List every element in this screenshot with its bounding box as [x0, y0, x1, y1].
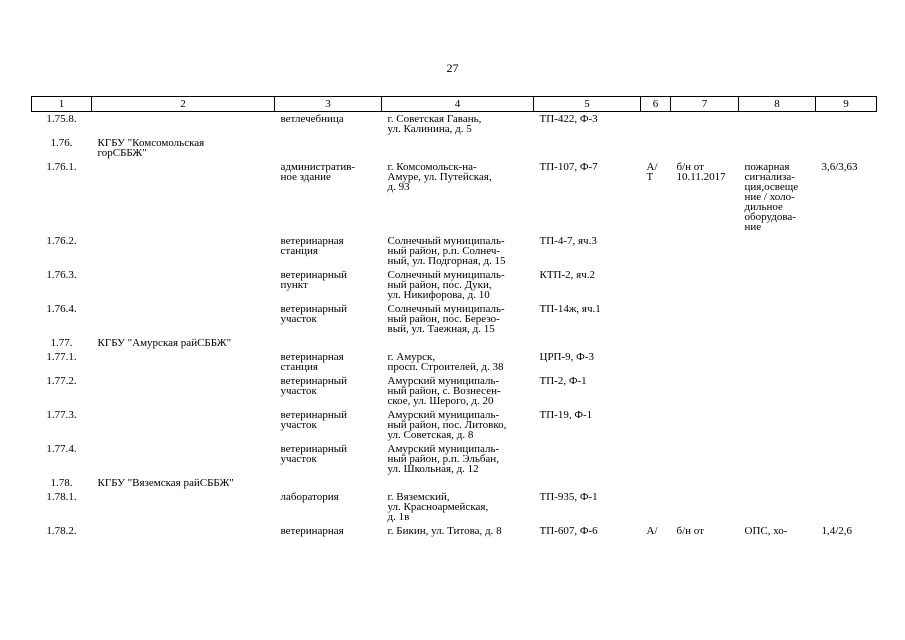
cell-row-number: 1.78.2. [46, 525, 77, 537]
cell-organization: КГБУ "Амурская райСББЖ" [97, 337, 232, 349]
column-header: 4 [382, 97, 534, 112]
cell-equipment: пожарная сигнализа- ция,освеще ние / холо- дильное оборудова- ние [744, 161, 799, 233]
cell-power-source: ТП-2, Ф-1 [539, 375, 587, 387]
cell-address: Солнечный муниципаль- ный район, р.п. Солнеч- ный, ул. Подгорная, д. 15 [387, 235, 506, 267]
cell-address: Солнечный муниципаль- ный район, пос. Березо- вый, ул. Таежная, д. 15 [387, 303, 505, 335]
cell-object-name: административ- ное здание [280, 161, 356, 183]
cell-category [641, 350, 671, 374]
cell-act [671, 112, 739, 137]
cell-object-name: ветеринарный участок [280, 409, 348, 431]
column-header: 9 [816, 97, 877, 112]
cell-equipment [739, 336, 816, 350]
cell-category [641, 408, 671, 442]
cell-power-value [816, 408, 877, 442]
cell-object-name: ветлечебница [280, 113, 344, 125]
cell-power-source: ТП-107, Ф-7 [539, 161, 598, 173]
cell-power-value [816, 374, 877, 408]
table-row [32, 476, 877, 490]
cell-address: Солнечный муниципаль- ный район, пос. Дуки, ул. Никифорова, д. 10 [387, 269, 505, 301]
cell-power-source: ТП-14ж, яч.1 [539, 303, 601, 315]
cell-power-source: ТП-422, Ф-3 [539, 113, 598, 125]
cell-row-number: 1.76.3. [46, 269, 77, 281]
cell-organization [92, 234, 275, 268]
cell-equipment [739, 408, 816, 442]
cell-organization [92, 442, 275, 476]
cell-category [641, 476, 671, 490]
cell-power-value: 3,6/3,63 [821, 161, 858, 173]
cell-act [671, 490, 739, 524]
table-header [32, 97, 877, 112]
cell-category [641, 336, 671, 350]
cell-power-value [816, 350, 877, 374]
table-row [32, 268, 877, 302]
cell-organization [92, 160, 275, 234]
cell-category [641, 234, 671, 268]
cell-power-value [816, 268, 877, 302]
column-header: 2 [92, 97, 275, 112]
cell-act [671, 374, 739, 408]
cell-organization [92, 350, 275, 374]
cell-equipment [739, 476, 816, 490]
table-row [32, 442, 877, 476]
data-table [31, 96, 877, 538]
cell-organization [92, 490, 275, 524]
cell-organization [92, 524, 275, 538]
cell-row-number: 1.78. [50, 477, 73, 489]
cell-address [382, 136, 534, 160]
cell-object-name: ветеринарный участок [280, 375, 348, 397]
cell-address [382, 476, 534, 490]
cell-object-name [275, 336, 382, 350]
cell-power-source [534, 442, 641, 476]
cell-act [671, 268, 739, 302]
cell-power-value [816, 234, 877, 268]
cell-address: г. Бикин, ул. Титова, д. 8 [387, 525, 502, 537]
cell-power-value [816, 112, 877, 137]
cell-category [641, 302, 671, 336]
table-row [32, 234, 877, 268]
cell-row-number: 1.78.1. [46, 491, 77, 503]
cell-object-name: ветеринарный участок [280, 303, 348, 325]
table-row [32, 336, 877, 350]
column-header: 1 [32, 97, 92, 112]
table-row [32, 524, 877, 538]
cell-organization: КГБУ "Комсомольская горСББЖ" [97, 137, 205, 159]
cell-object-name: ветеринарный участок [280, 443, 348, 465]
page-number: 27 [446, 61, 459, 75]
cell-equipment [739, 442, 816, 476]
table-row [32, 302, 877, 336]
cell-category: А/ [646, 525, 658, 537]
cell-address: г. Комсомольск-на- Амуре, ул. Путейская, д. 93 [387, 161, 492, 193]
table-row [32, 490, 877, 524]
cell-address: Амурский муниципаль- ный район, пос. Литовко, ул. Советская, д. 8 [387, 409, 507, 441]
column-header: 6 [641, 97, 671, 112]
cell-object-name: ветеринарный пункт [280, 269, 348, 291]
cell-row-number: 1.76.1. [46, 161, 77, 173]
cell-category: А/ Т [646, 161, 658, 183]
cell-organization [92, 374, 275, 408]
cell-object-name: ветеринарная станция [280, 351, 344, 373]
table-row [32, 408, 877, 442]
cell-organization: КГБУ "Вяземская райСББЖ" [97, 477, 234, 489]
table-row [32, 374, 877, 408]
cell-object-name: лаборатория [280, 491, 339, 503]
header-row [32, 97, 877, 112]
cell-row-number: 1.76. [50, 137, 73, 149]
cell-equipment [739, 136, 816, 160]
cell-organization [92, 112, 275, 137]
cell-act [671, 442, 739, 476]
cell-equipment [739, 234, 816, 268]
cell-equipment [739, 374, 816, 408]
cell-act [671, 336, 739, 350]
cell-power-source: ТП-4-7, яч.3 [539, 235, 597, 247]
cell-power-value [816, 302, 877, 336]
cell-organization [92, 268, 275, 302]
cell-act [671, 234, 739, 268]
cell-act [671, 350, 739, 374]
cell-object-name: ветеринарная [280, 525, 344, 537]
cell-category [641, 112, 671, 137]
column-header: 5 [534, 97, 641, 112]
cell-act [671, 408, 739, 442]
cell-address: г. Амурск, просп. Строителей, д. 38 [387, 351, 504, 373]
table-body [32, 112, 877, 539]
cell-power-value [816, 136, 877, 160]
cell-power-value [816, 476, 877, 490]
cell-object-name [275, 136, 382, 160]
cell-power-value [816, 442, 877, 476]
cell-address: Амурский муниципаль- ный район, с. Вознесен- ское, ул. Шерого, д. 20 [387, 375, 501, 407]
column-header: 8 [739, 97, 816, 112]
cell-power-source: ТП-19, Ф-1 [539, 409, 593, 421]
cell-category [641, 268, 671, 302]
cell-row-number: 1.77.3. [46, 409, 77, 421]
cell-row-number: 1.76.4. [46, 303, 77, 315]
cell-row-number: 1.77.2. [46, 375, 77, 387]
cell-power-source: КТП-2, яч.2 [539, 269, 596, 281]
cell-equipment: ОПС, хо- [744, 525, 788, 537]
cell-address: г. Вяземский, ул. Красноармейская, д. 1в [387, 491, 489, 523]
column-header: 7 [671, 97, 739, 112]
cell-organization [92, 302, 275, 336]
cell-object-name: ветеринарная станция [280, 235, 344, 257]
table-row [32, 136, 877, 160]
cell-organization [92, 408, 275, 442]
cell-row-number: 1.76.2. [46, 235, 77, 247]
cell-act: б/н от [676, 525, 704, 537]
cell-equipment [739, 490, 816, 524]
cell-row-number: 1.77.4. [46, 443, 77, 455]
cell-power-source [534, 476, 641, 490]
cell-address: г. Советская Гавань, ул. Калинина, д. 5 [387, 113, 482, 135]
cell-power-value [816, 490, 877, 524]
table-row [32, 112, 877, 137]
cell-category [641, 442, 671, 476]
cell-category [641, 136, 671, 160]
cell-equipment [739, 302, 816, 336]
table-row [32, 350, 877, 374]
cell-row-number: 1.77. [50, 337, 73, 349]
cell-category [641, 490, 671, 524]
cell-address [382, 336, 534, 350]
cell-row-number: 1.75.8. [46, 113, 77, 125]
cell-row-number: 1.77.1. [46, 351, 77, 363]
cell-power-source [534, 136, 641, 160]
cell-equipment [739, 268, 816, 302]
cell-power-source: ЦРП-9, Ф-3 [539, 351, 595, 363]
cell-power-value [816, 336, 877, 350]
cell-act [671, 476, 739, 490]
cell-equipment [739, 350, 816, 374]
cell-address: Амурский муниципаль- ный район, р.п. Эльбан, ул. Школьная, д. 12 [387, 443, 500, 475]
column-header: 3 [275, 97, 382, 112]
cell-act: б/н от 10.11.2017 [676, 161, 726, 183]
cell-power-value: 1,4/2,6 [821, 525, 853, 537]
cell-act [671, 302, 739, 336]
cell-object-name [275, 476, 382, 490]
cell-act [671, 136, 739, 160]
cell-power-source: ТП-607, Ф-6 [539, 525, 598, 537]
cell-power-source: ТП-935, Ф-1 [539, 491, 598, 503]
cell-equipment [739, 112, 816, 137]
cell-power-source [534, 336, 641, 350]
cell-category [641, 374, 671, 408]
table-row [32, 160, 877, 234]
